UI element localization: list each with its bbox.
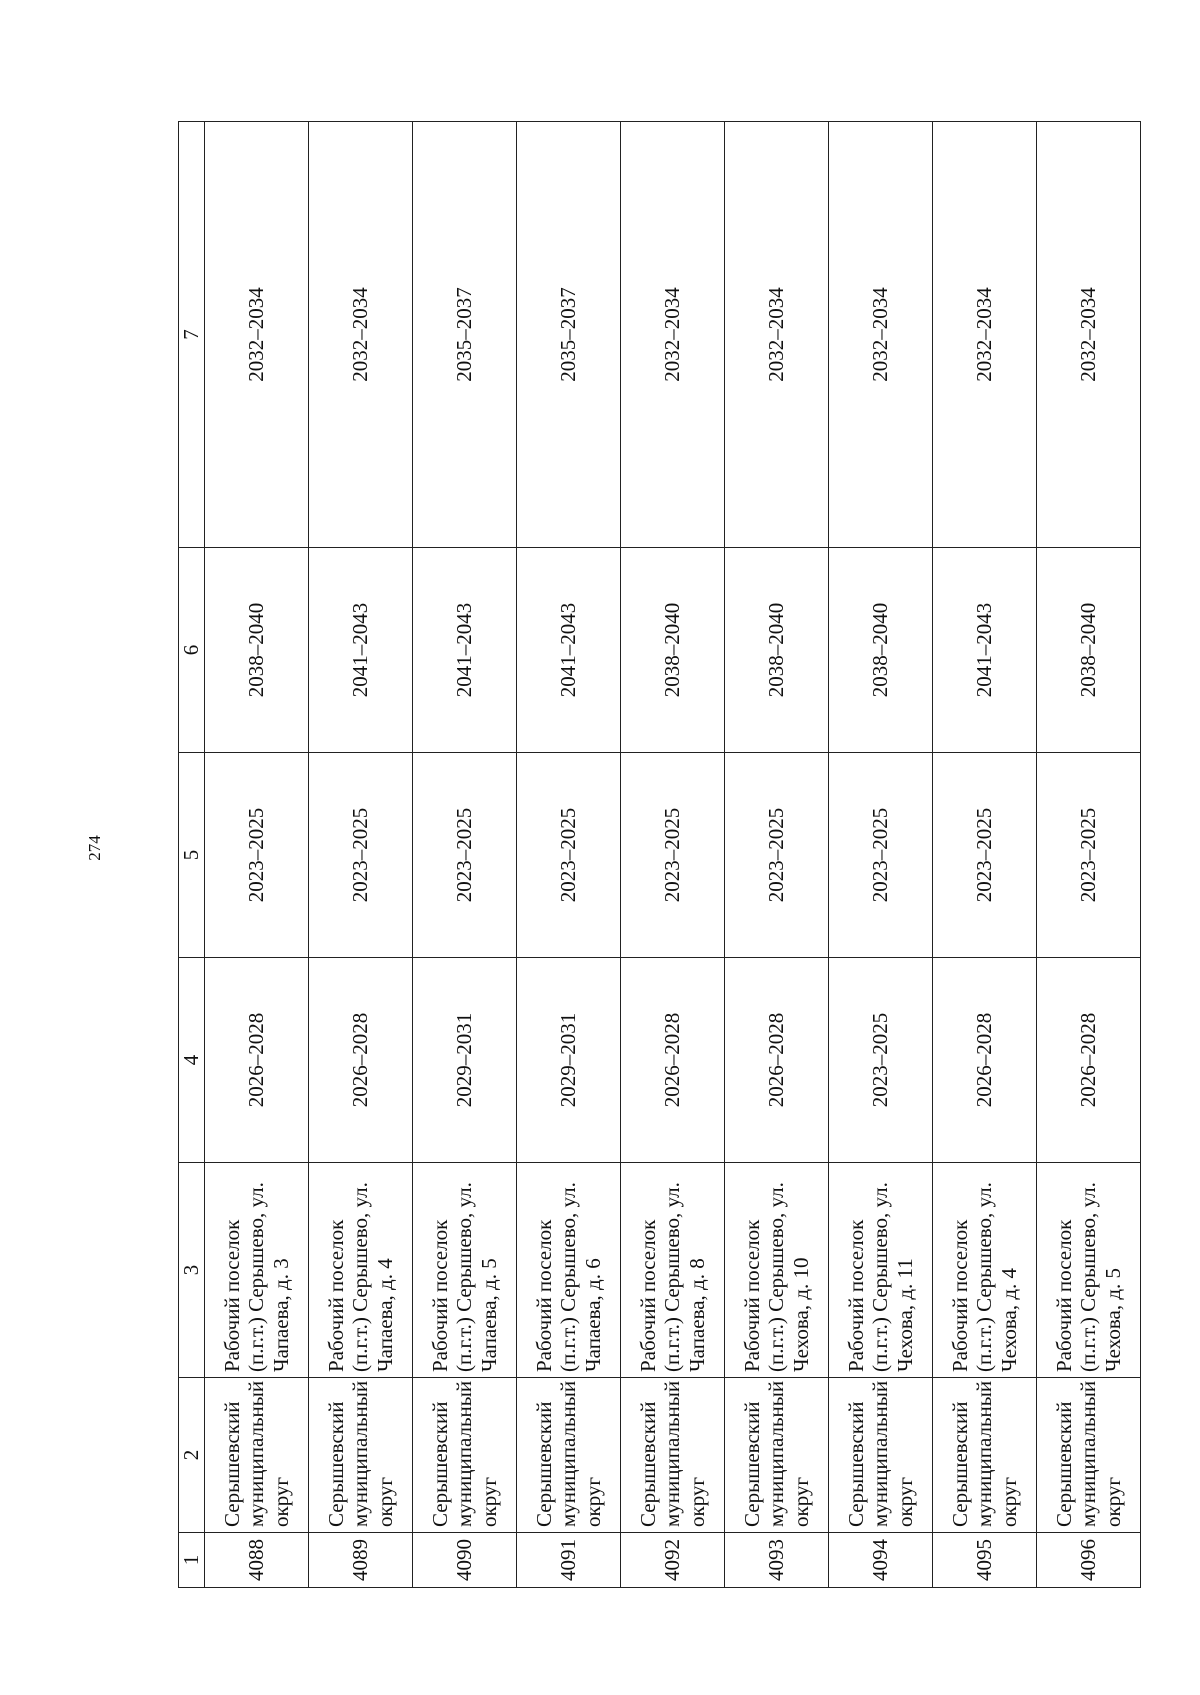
period-cell: 2023–2025	[205, 753, 309, 958]
district-cell: Серышевский муниципальный округ	[725, 1378, 829, 1533]
column-header: 3	[179, 1163, 205, 1378]
row-number: 4089	[309, 1533, 413, 1588]
address-cell: Рабочий поселок (п.г.т.) Серышево, ул. Чапаева, д. 3	[205, 1163, 309, 1378]
period-cell: 2038–2040	[621, 548, 725, 753]
table-header-row	[179, 122, 205, 1588]
table-row	[829, 122, 933, 1588]
period-cell: 2026–2028	[1037, 958, 1141, 1163]
address-cell: Рабочий поселок (п.г.т.) Серышево, ул. Чехова, д. 4	[933, 1163, 1037, 1378]
period-cell: 2041–2043	[309, 548, 413, 753]
period-cell: 2032–2034	[1037, 122, 1141, 548]
column-header: 6	[179, 548, 205, 753]
period-cell: 2038–2040	[1037, 548, 1141, 753]
period-cell: 2041–2043	[517, 548, 621, 753]
period-cell: 2023–2025	[1037, 753, 1141, 958]
row-number: 4092	[621, 1533, 725, 1588]
period-cell: 2026–2028	[205, 958, 309, 1163]
period-cell: 2023–2025	[933, 753, 1037, 958]
table-container	[178, 122, 1136, 1588]
period-cell: 2032–2034	[829, 122, 933, 548]
column-header: 4	[179, 958, 205, 1163]
district-cell: Серышевский муниципальный округ	[1037, 1378, 1141, 1533]
address-cell: Рабочий поселок (п.г.т.) Серышево, ул. Чапаева, д. 8	[621, 1163, 725, 1378]
period-cell: 2023–2025	[413, 753, 517, 958]
table-row	[413, 122, 517, 1588]
table-row	[621, 122, 725, 1588]
period-cell: 2023–2025	[621, 753, 725, 958]
period-cell: 2032–2034	[309, 122, 413, 548]
period-cell: 2023–2025	[829, 958, 933, 1163]
period-cell: 2023–2025	[309, 753, 413, 958]
district-cell: Серышевский муниципальный округ	[205, 1378, 309, 1533]
page-number: 274	[85, 835, 104, 861]
row-number: 4090	[413, 1533, 517, 1588]
district-cell: Серышевский муниципальный округ	[829, 1378, 933, 1533]
district-cell: Серышевский муниципальный округ	[517, 1378, 621, 1533]
table-row	[1037, 122, 1141, 1588]
period-cell: 2038–2040	[725, 548, 829, 753]
district-cell: Серышевский муниципальный округ	[933, 1378, 1037, 1533]
period-cell: 2026–2028	[725, 958, 829, 1163]
period-cell: 2032–2034	[621, 122, 725, 548]
period-cell: 2041–2043	[413, 548, 517, 753]
row-number: 4094	[829, 1533, 933, 1588]
district-cell: Серышевский муниципальный округ	[309, 1378, 413, 1533]
period-cell: 2029–2031	[517, 958, 621, 1163]
row-number: 4088	[205, 1533, 309, 1588]
period-cell: 2032–2034	[725, 122, 829, 548]
period-cell: 2029–2031	[413, 958, 517, 1163]
district-cell: Серышевский муниципальный округ	[413, 1378, 517, 1533]
table-row	[309, 122, 413, 1588]
district-cell: Серышевский муниципальный округ	[621, 1378, 725, 1533]
table-row	[933, 122, 1037, 1588]
period-cell: 2035–2037	[517, 122, 621, 548]
row-number: 4091	[517, 1533, 621, 1588]
period-cell: 2032–2034	[205, 122, 309, 548]
address-cell: Рабочий поселок (п.г.т.) Серышево, ул. Чапаева, д. 6	[517, 1163, 621, 1378]
period-cell: 2023–2025	[829, 753, 933, 958]
period-cell: 2023–2025	[517, 753, 621, 958]
table-row	[205, 122, 309, 1588]
row-number: 4096	[1037, 1533, 1141, 1588]
table-row	[725, 122, 829, 1588]
period-cell: 2026–2028	[621, 958, 725, 1163]
address-cell: Рабочий поселок (п.г.т.) Серышево, ул. Чехова, д. 10	[725, 1163, 829, 1378]
period-cell: 2038–2040	[205, 548, 309, 753]
address-cell: Рабочий поселок (п.г.т.) Серышево, ул. Чехова, д. 11	[829, 1163, 933, 1378]
column-header: 1	[179, 1533, 205, 1588]
column-header: 5	[179, 753, 205, 958]
period-cell: 2041–2043	[933, 548, 1037, 753]
period-cell: 2026–2028	[309, 958, 413, 1163]
data-table	[178, 121, 1141, 1588]
period-cell: 2035–2037	[413, 122, 517, 548]
period-cell: 2023–2025	[725, 753, 829, 958]
address-cell: Рабочий поселок (п.г.т.) Серышево, ул. Чапаева, д. 4	[309, 1163, 413, 1378]
column-header: 2	[179, 1378, 205, 1533]
period-cell: 2038–2040	[829, 548, 933, 753]
period-cell: 2026–2028	[933, 958, 1037, 1163]
column-header: 7	[179, 122, 205, 548]
row-number: 4095	[933, 1533, 1037, 1588]
address-cell: Рабочий поселок (п.г.т.) Серышево, ул. Чехова, д. 5	[1037, 1163, 1141, 1378]
table-row	[517, 122, 621, 1588]
row-number: 4093	[725, 1533, 829, 1588]
period-cell: 2032–2034	[933, 122, 1037, 548]
address-cell: Рабочий поселок (п.г.т.) Серышево, ул. Чапаева, д. 5	[413, 1163, 517, 1378]
